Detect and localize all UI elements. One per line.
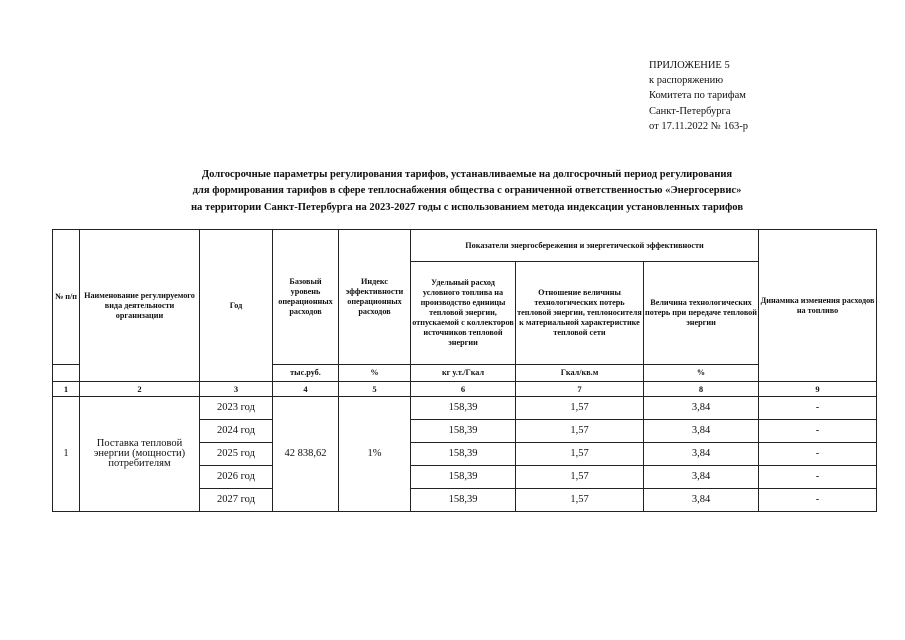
ratio-value: 1,57 [516,420,644,443]
col-number: 5 [339,382,411,397]
appendix-block [649,58,748,134]
col-number: 3 [200,382,273,397]
header-dynamics: Динамика изменения расходов на топливо [759,230,877,382]
losses-value: 3,84 [644,420,759,443]
losses-value: 3,84 [644,466,759,489]
col-number: 4 [273,382,339,397]
ratio-value: 1,57 [516,443,644,466]
tariff-table [52,229,877,512]
header-ratio: Отношение величины технологических потерь тепловой энергии, теплоносителя к материальной характеристике тепловой сети [516,262,644,365]
ratio-value: 1,57 [516,489,644,512]
year-cell: 2023 год [200,397,273,420]
year-cell: 2025 год [200,443,273,466]
col-number: 9 [759,382,877,397]
unit-num-empty [53,365,80,382]
index-value: 1% [339,397,411,512]
dynamics-value: - [759,397,877,420]
title-line: Долгосрочные параметры регулирования тарифов, устанавливаемые на долгосрочный период регулирования [201,169,733,180]
header-year: Год [200,230,273,382]
year-cell: 2024 год [200,420,273,443]
col-number: 1 [53,382,80,397]
title-line: для формирования тарифов в сфере теплоснабжения общества с ограниченной ответственностью «Энергосервис» [192,185,742,197]
dynamics-value: - [759,443,877,466]
appendix-line: Комитета по тарифам [649,90,746,102]
col-number: 6 [411,382,516,397]
header-index: Индекс эффективности операционных расходов [339,230,411,365]
unit-index: % [339,365,411,382]
header-energy-group: Показатели энергосбережения и энергетической эффективности [411,230,759,262]
header-num: № п/п [53,230,80,365]
dynamics-value: - [759,466,877,489]
unit-ratio: Гкал/кв.м [516,365,644,382]
row-num: 1 [53,397,80,512]
year-cell: 2027 год [200,489,273,512]
appendix-title: ПРИЛОЖЕНИЕ 5 [649,60,730,71]
fuel-value: 158,39 [411,420,516,443]
fuel-value: 158,39 [411,489,516,512]
col-number: 8 [644,382,759,397]
document-title [120,167,814,216]
title-line: на территории Санкт-Петербурга на 2023-2027 годы с использованием метода индексации установленных тарифов [190,201,744,213]
ratio-value: 1,57 [516,466,644,489]
appendix-date: от 17.11.2022 № 163-р [649,120,748,132]
losses-value: 3,84 [644,489,759,512]
fuel-value: 158,39 [411,466,516,489]
table-row [53,397,877,420]
unit-base: тыс.руб. [273,365,339,382]
losses-value: 3,84 [644,443,759,466]
losses-value: 3,84 [644,397,759,420]
base-value: 42 838,62 [273,397,339,512]
unit-losses: % [644,365,759,382]
col-number: 2 [80,382,200,397]
col-number: 7 [516,382,644,397]
dynamics-value: - [759,489,877,512]
header-base: Базовый уровень операционных расходов [273,230,339,365]
fuel-value: 158,39 [411,443,516,466]
unit-fuel: кг у.т./Гкал [411,365,516,382]
appendix-line: к распоряжению [649,75,724,87]
header-fuel: Удельный расход условного топлива на производство единицы тепловой энергии, отпускаемой с коллекторов источников тепловой энергии [411,262,516,365]
dynamics-value: - [759,420,877,443]
header-losses: Величина технологических потерь при передаче тепловой энергии [644,262,759,365]
appendix-line: Санкт-Петербурга [649,105,731,117]
fuel-value: 158,39 [411,397,516,420]
row-activity-name: Поставка тепловой энергии (мощности) потребителям [80,397,200,512]
header-name: Наименование регулируемого вида деятельности организации [80,230,200,382]
ratio-value: 1,57 [516,397,644,420]
year-cell: 2026 год [200,466,273,489]
